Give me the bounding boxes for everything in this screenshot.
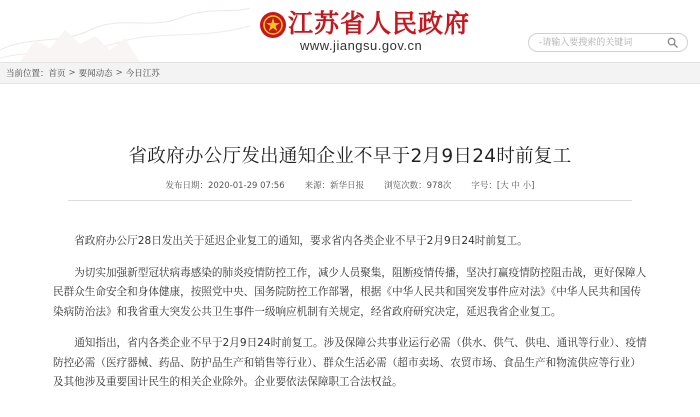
font-size-controls (471, 179, 534, 191)
national-emblem-icon (258, 10, 288, 40)
search-input[interactable] (529, 34, 661, 51)
article-body (53, 232, 649, 405)
site-header (0, 0, 700, 62)
article-paragraph: 通知指出，省内各类企业不早于2月9日24时前复工。涉及保障公共事业运行必需（供水、供气、供电、通讯等行业）、疫情防控必需（医疗器械、药品、防护品生产和销售等行业）、群众生活必需（超市卖场、农贸市场、食品生产和物流供应等行业）及其他涉及重要国计民生的相关企业除外。企业要依法保障职工合法权益。 (53, 337, 647, 388)
article-paragraph: 省政府办公厅28日发出关于延迟企业复工的通知，要求省内各类企业不早于2月9日24时前复工。 (74, 235, 528, 247)
article (0, 84, 700, 417)
article-paragraph: 为切实加强新型冠状病毒感染的肺炎疫情防控工作，减少人员聚集，阻断疫情传播，坚决打赢疫情防控阻击战，更好保障人民群众生命安全和身体健康，按照党中央、国务院防控工作部署，根据《中华人民共和国突发事件应对法》《中华人民共和国传染病防治法》和我省重大突发公共卫生事件一级响应机制有关规定，经省政府研究决定，延迟我省企业复工。 (53, 266, 647, 318)
search-button[interactable] (661, 34, 683, 51)
site-name: 江苏省人民政府 (288, 9, 471, 38)
breadcrumb-separator: > (115, 68, 123, 78)
font-size-small-button[interactable]: 小 (522, 181, 532, 191)
font-size-bracket: ] (531, 181, 535, 191)
search-box (528, 33, 688, 52)
breadcrumb-separator: > (68, 68, 76, 78)
breadcrumb-jiangsu-today-link[interactable]: 今日江苏 (125, 69, 160, 79)
breadcrumb-prefix: 当前位置： (6, 69, 49, 79)
title-divider (68, 200, 632, 201)
font-size-large-button[interactable]: 大 (500, 181, 509, 191)
site-url: www.jiangsu.gov.cn (300, 38, 423, 53)
breadcrumb (0, 62, 700, 84)
view-count: 浏览次数：978次 (384, 181, 452, 191)
article-source: 来源：新华日报 (304, 181, 365, 191)
breadcrumb-home-link[interactable]: 首页 (48, 69, 66, 79)
search-icon (667, 37, 678, 48)
font-size-label: 字号：[ (471, 181, 501, 191)
article-title: 省政府办公厅发出通知企业不早于2月9日24时前复工 (128, 146, 572, 167)
article-meta (0, 179, 700, 191)
font-size-medium-button[interactable]: 中 (511, 181, 520, 191)
publish-date: 发布日期：2020-01-29 07:56 (165, 181, 285, 191)
header-decoration (0, 0, 250, 62)
site-logo[interactable] (258, 4, 471, 60)
breadcrumb-news-link[interactable]: 要闻动态 (78, 69, 113, 79)
